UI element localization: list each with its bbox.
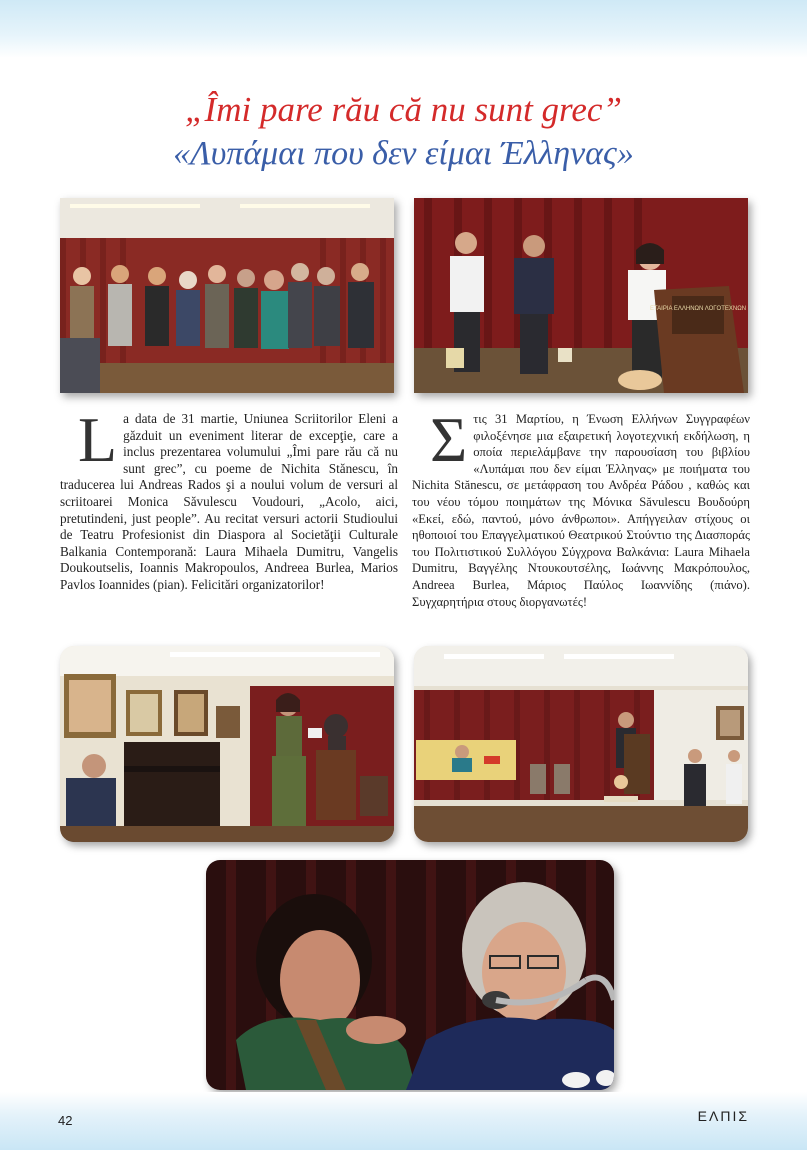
dropcap-greek: Σ (430, 404, 468, 475)
group-photo (60, 198, 394, 393)
bottom-decorative-band (0, 1092, 807, 1150)
readers-closeup-photo (206, 860, 614, 1090)
journal-name: ΕΛΠΙΣ (697, 1108, 749, 1124)
top-decorative-band (0, 0, 807, 58)
hall-table-photo (414, 646, 748, 842)
podium-photo (414, 198, 748, 393)
piano-recital-photo (60, 646, 394, 842)
dropcap-romanian: L (78, 404, 118, 475)
article-title-greek: «Λυπάμαι που δεν είμαι Έλληνας» (173, 135, 634, 172)
page-number: 42 (58, 1113, 73, 1128)
article-body-greek: τις 31 Μαρτίου, η Ένωση Ελλήνων Συγγραφέων φιλοξένησε μια εξαιρετική λογοτεχνική εκδήλωση, η οποία περιελάμβανε την παρουσίαση του βιβλίου «Λυπάμαι που δεν είμαι Έλληνας» με ποιήματα του Nichita Stănescu, σε μετάφραση του Ανδρέα Ράδου , καθώς και του νέου τόμου ποιημάτων της Μόνικα Săvulescu Βουδούρη «Εκεί, εδώ, παντού, μόνο άνθρωποι». Απήγγειλαν στίχους οι ηθοποιοί του Επαγγελματικού Θεατρικού Στούντιο της Διασποράς του Πολιτιστικού Συλλόγου Σύγχρονα Βαλκάνια: Laura Mihaela Dumitru, Βαγγέλης Ντουκουτσέλης, Ιωάννης Μακρόπουλος, Andreea Burlea, Μάριος Παύλος Ιωαννίδης (πιάνο). Συγχαρητήρια στους διοργανωτές! (412, 412, 750, 609)
article-text-romanian (60, 404, 398, 594)
podium-sign-text: ΕΤΑΙΡΙΑ ΕΛΛΗΝΩΝ ΛΟΓΟΤΕΧΝΩΝ (649, 306, 747, 312)
article-title-romanian: „Îmi pare rău că nu sunt grec” (185, 90, 622, 129)
article-text-greek (412, 404, 750, 610)
article-body-romanian: a data de 31 martie, Uniunea Scriitorilor Eleni a găzduit un eveniment literar de excepţie, care a inclus prezentarea volumului „Îmi pare rău că nu sunt grec”, cu poeme de Nichita Stănescu, în traducerea lui Andreas Rados şi a noului volum de versuri al scriitoarei Monica Săvulescu Voudouri, „Acolo, aici, pretutindeni, just people”. Au recitat versuri actorii Studioului de Teatru Profesionist din Diaspora al Societăţii Culturale Balkania Contemporană: Laura Mihaela Dumitru, Vangelis Doukoutselis, Ioannis Makropoulos, Andreea Burlea, Marios Pavlos Ioannides (pian). Felicitări organizatorilor! (60, 411, 398, 592)
